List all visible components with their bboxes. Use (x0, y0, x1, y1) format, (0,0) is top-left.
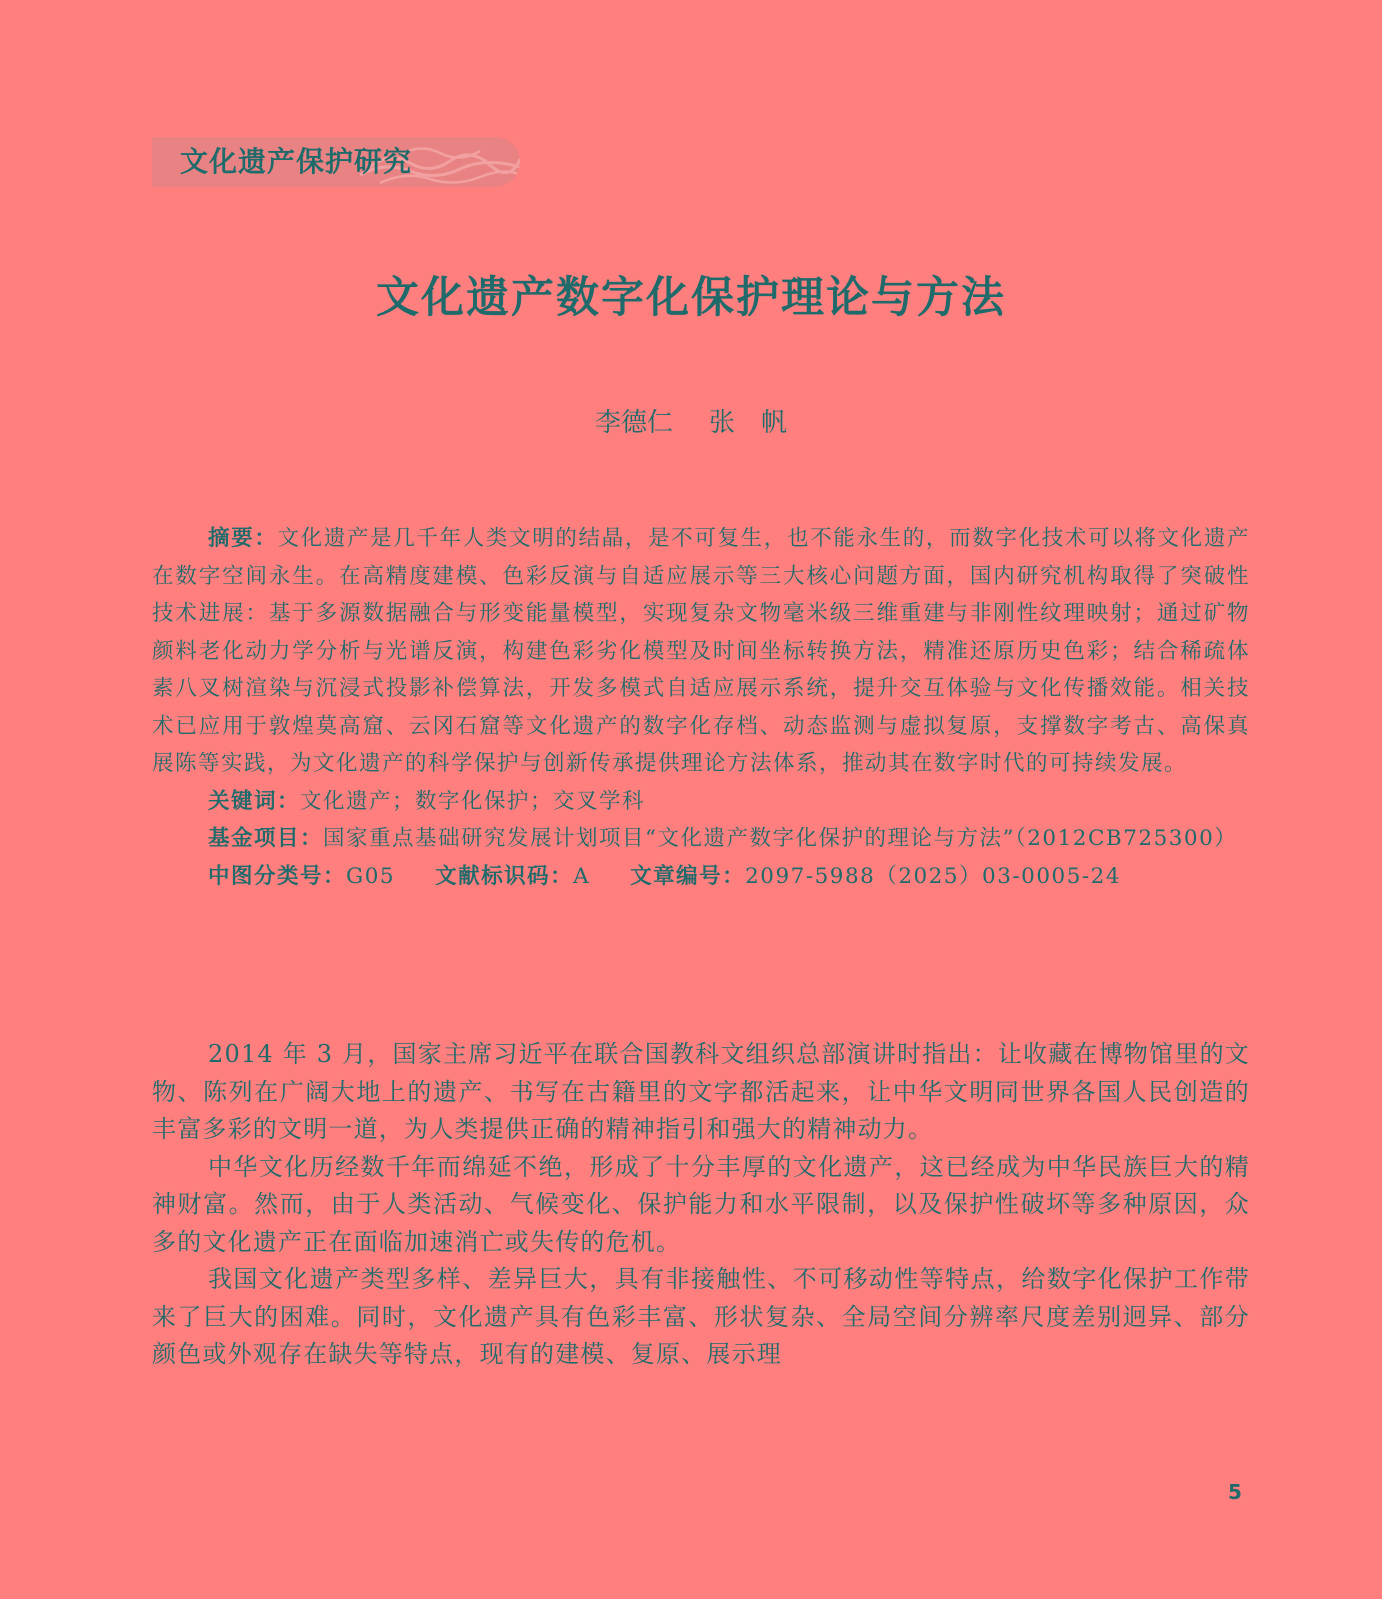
clc-value: G05 (346, 863, 396, 889)
article-no-label: 文章编号： (630, 863, 746, 889)
doc-code-label: 文献标识码： (435, 863, 574, 889)
classification-line (152, 858, 1250, 896)
abstract-text: 文化遗产是几千年人类文明的结晶，是不可复生，也不能永生的，而数字化技术可以将文化遗产在数字空间永生。在高精度建模、色彩反演与自适应展示等三大核心问题方面，国内研究机构取得了突破性技术进展：基于多源数据融合与形变能量模型，实现复杂文物毫米级三维重建与非刚性纹理映射；通过矿物颜料老化动力学分析与光谱反演，构建色彩劣化模型及时间坐标转换方法，精准还原历史色彩；结合稀疏体素八叉树渲染与沉浸式投影补偿算法，开发多模式自适应展示系统，提升交互体验与文化传播效能。相关技术已应用于敦煌莫高窟、云冈石窟等文化遗产的数字化存档、动态监测与虚拟复原，支撑数字考古、高保真展陈等实践，为文化遗产的科学保护与创新传承提供理论方法体系，推动其在数字时代的可持续发展。 (152, 526, 1250, 776)
abstract-label: 摘要： (208, 526, 278, 551)
abstract (152, 520, 1250, 783)
fund (152, 820, 1250, 858)
article-no-value: 2097-5988（2025）03-0005-24 (745, 863, 1121, 889)
author-name: 张 帆 (709, 408, 788, 438)
article-title: 文化遗产数字化保护理论与方法 (376, 273, 1006, 323)
keywords (152, 783, 1250, 821)
author-list (0, 405, 1382, 441)
keywords-label: 关键词： (208, 788, 301, 814)
clc-label: 中图分类号： (208, 863, 347, 889)
author-name: 李德仁 (594, 408, 673, 438)
front-matter (152, 520, 1250, 895)
body-paragraph: 中华文化历经数千年而绵延不绝，形成了十分丰厚的文化遗产，这已经成为中华民族巨大的精神财富。然而，由于人类活动、气候变化、保护能力和水平限制，以及保护性破坏等多种原因，众多的文化遗产正在面临加速消亡或失传的危机。 (152, 1152, 1250, 1256)
section-tag-label: 文化遗产保护研究 (180, 145, 413, 178)
keywords-text: 文化遗产；数字化保护；交叉学科 (300, 788, 646, 814)
section-tag (152, 137, 520, 187)
body-paragraph: 2014 年 3 月，国家主席习近平在联合国教科文组织总部演讲时指出：让收藏在博物馆里的文物、陈列在广阔大地上的遗产、书写在古籍里的文字都活起来，让中华文明同世界各国人民创造的丰富多彩的文明一道，为人类提供正确的精神指引和强大的精神动力。 (152, 1040, 1250, 1143)
fund-text: 国家重点基础研究发展计划项目“文化遗产数字化保护的理论与方法”（2012CB725300） (323, 826, 1238, 851)
fund-label: 基金项目： (208, 826, 324, 851)
body-paragraph: 我国文化遗产类型多样、差异巨大，具有非接触性、不可移动性等特点，给数字化保护工作带来了巨大的困难。同时，文化遗产具有色彩丰富、形状复杂、全局空间分辨率尺度差别迥异、部分颜色或外观存在缺失等特点，现有的建模、复原、展示理 (152, 1265, 1250, 1368)
body-text (152, 1036, 1250, 1374)
doc-code-value: A (573, 863, 591, 889)
page-number: 5 (1228, 1480, 1242, 1504)
